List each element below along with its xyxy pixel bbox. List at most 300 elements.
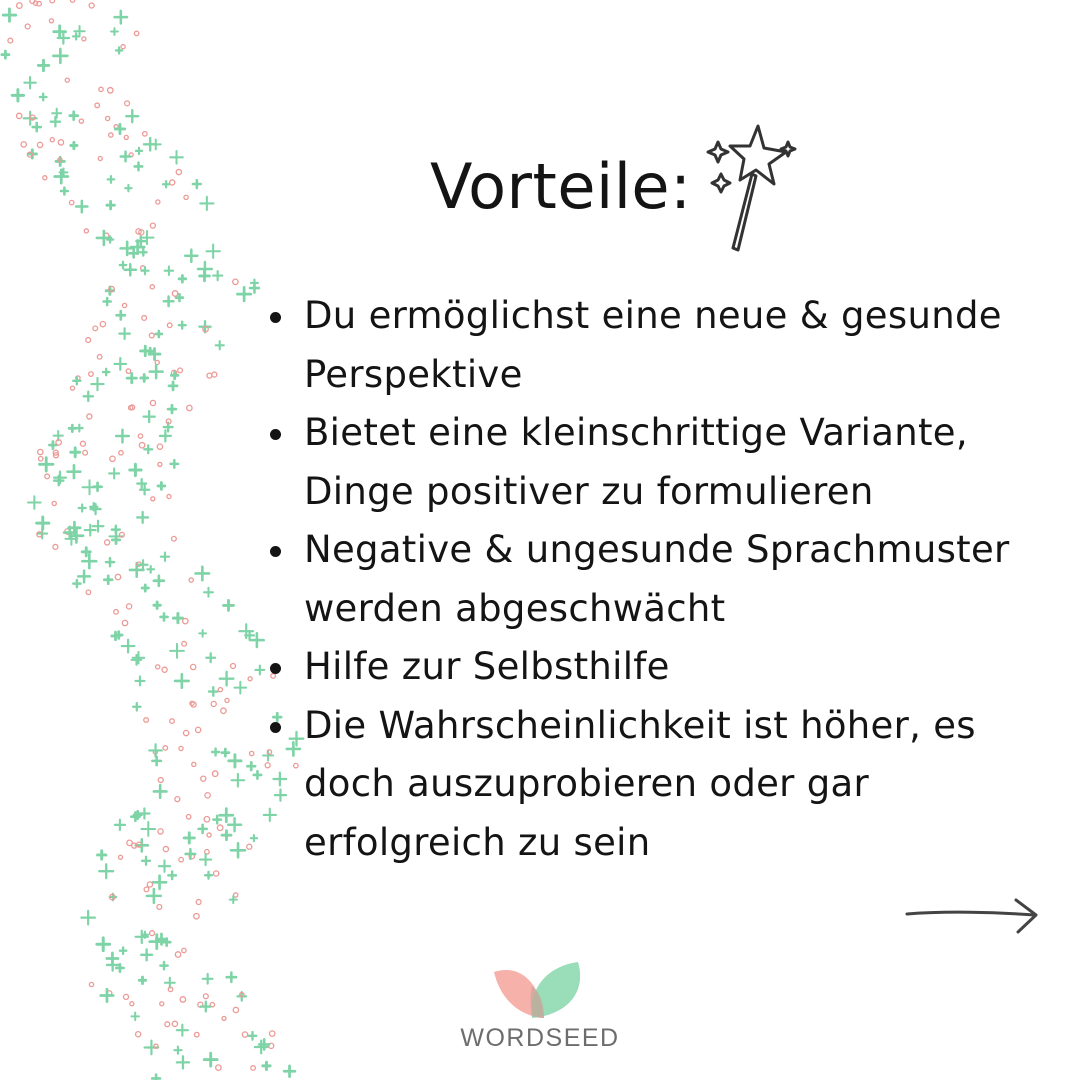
sparkle-plus [237,287,250,300]
sparkle-circle [65,78,69,82]
sparkle-plus [209,687,218,696]
sparkle-circle [233,279,238,284]
sparkle-circle [172,536,177,541]
sparkle-plus [69,425,76,432]
sparkle-circle [84,229,88,233]
sparkle-plus [170,151,183,164]
benefit-text: Negative & ungesunde Sprachmuster werden abgeschwächt [304,528,1010,630]
sparkle-plus [144,411,155,422]
sparkle-plus [149,744,162,757]
sparkle-circle [129,406,133,410]
sparkle-plus [120,262,126,268]
sparkle-plus [227,973,236,982]
arrow-right-icon[interactable] [904,894,1044,938]
sparkle-plus [107,201,114,208]
sparkle-plus [234,682,246,694]
sparkle-plus [204,588,213,597]
sparkle-plus [136,931,148,943]
sparkle-plus [78,571,90,583]
sparkle-circle [70,386,74,390]
sparkle-circle [176,169,181,174]
sparkle-circle [150,931,155,936]
sparkle-circle [167,494,171,498]
wordseed-leaf-logo [488,958,588,1022]
sparkle-circle [136,1032,141,1037]
sparkle-circle [233,1007,238,1012]
sparkle-circle [114,610,118,614]
sparkle-plus [97,231,111,245]
sparkle-circle [157,444,162,449]
sparkle-plus [206,245,219,258]
sparkle-plus [33,123,41,131]
sparkle-plus [142,857,150,865]
sparkle-plus [193,180,201,188]
sparkle-plus [165,978,175,988]
sparkle-plus [254,771,261,778]
sparkle-plus [76,425,83,432]
sparkle-plus [171,460,178,467]
sparkle-plus [160,962,167,969]
sparkle-plus [125,185,131,191]
sparkle-plus [205,872,212,879]
sparkle-circle [143,132,147,136]
sparkle-circle [179,857,184,862]
sparkle-circle [191,664,196,669]
sparkle-plus [126,110,138,122]
brand-logo [450,958,630,1058]
sparkle-circle [162,667,167,672]
sparkle-plus [130,464,141,475]
sparkle-plus [61,188,68,195]
sparkle-plus [173,614,182,623]
sparkle-circle [156,200,160,204]
sparkle-circle [87,414,92,419]
sparkle-circle [182,641,187,646]
sparkle-plus [133,652,145,664]
sparkle-plus [151,139,161,149]
sparkle-circle [212,771,218,777]
sparkle-plus [200,854,211,865]
sparkle-circle [172,291,178,297]
sparkle-plus [127,374,136,383]
sparkle-circle [50,0,55,3]
sparkle-plus [136,148,142,154]
sparkle-plus [175,674,189,688]
sparkle-circle [170,719,175,724]
sparkle-plus [135,676,144,685]
sparkle-circle [216,1065,221,1070]
sparkle-plus [174,1047,181,1054]
sparkle-circle [196,900,201,905]
sparkle-circle [207,373,212,378]
sparkle-circle [138,434,142,438]
sparkle-circle [122,303,126,307]
sparkle-circle [218,688,222,692]
sparkle-circle [167,323,172,328]
sparkle-plus [199,630,206,637]
sparkle-plus [103,369,109,375]
sparkle-circle [109,133,113,137]
sparkle-plus [141,949,152,960]
sparkle-circle [250,751,254,755]
sparkle-plus [104,298,111,305]
sparkle-circle [121,45,125,49]
sparkle-plus [28,496,41,509]
sparkle-circle [124,135,128,139]
sparkle-circle [58,140,63,145]
sparkle-plus [107,953,118,964]
sparkle-plus [168,405,176,413]
sparkle-circle [214,871,219,876]
page-title: Vorteile: [430,150,692,223]
sparkle-plus [163,181,169,187]
sparkle-plus [249,1032,257,1040]
sparkle-circle [222,1016,226,1020]
sparkle-plus [222,749,229,756]
sparkle-plus [232,774,245,787]
benefit-text: Bietet eine kleinschrittige Variante, Dinge positiver zu formulieren [304,411,968,513]
sparkle-plus [131,1013,139,1021]
sparkle-plus [152,1075,160,1080]
sparkle-circle [108,88,113,93]
sparkle-circle [69,200,73,204]
sparkle-plus [161,553,169,561]
sparkle-circle [89,982,93,986]
bullet-icon [270,546,281,557]
sparkle-circle [221,708,226,713]
sparkle-plus [152,757,161,766]
sparkle-plus [177,1025,188,1036]
sparkle-circle [147,882,152,887]
sparkle-circle [144,718,149,723]
sparkle-plus [132,655,142,665]
sparkle-plus [165,266,174,275]
sparkle-plus [76,201,87,212]
sparkle-circle [43,176,47,180]
sparkle-circle [126,369,131,374]
sparkle-circle [52,501,56,505]
sparkle-circle [45,474,50,479]
sparkle-circle [95,103,100,108]
sparkle-plus [120,947,126,953]
sparkle-circle [212,372,217,377]
sparkle-plus [169,382,177,390]
sparkle-circle [37,142,42,147]
sparkle-plus [84,392,93,401]
sparkle-circle [89,3,94,8]
sparkle-plus [212,749,219,756]
sparkle-plus [52,109,61,118]
sparkle-circle [201,776,206,781]
sparkle-circle [175,797,180,802]
sparkle-plus [147,889,161,903]
sparkle-circle [247,844,252,849]
sparkle-plus [222,831,231,840]
sparkle-circle [79,119,83,123]
benefit-text: Du ermöglichst eine neue & gesunde Perspektive [304,294,1002,396]
sparkle-plus [73,33,79,39]
sparkle-circle [127,840,133,846]
sparkle-circle [211,701,216,706]
sparkle-plus [251,280,258,287]
sparkle-plus [185,250,197,262]
sparkle-circle [105,540,110,545]
sparkle-circle [151,497,155,501]
sparkle-plus [247,762,255,770]
sparkle-circle [180,997,185,1002]
sparkle-plus [177,1056,189,1068]
list-item [266,287,1056,404]
sparkle-plus [54,431,63,440]
sparkle-circle [119,451,123,455]
sparkle-circle [16,113,21,118]
sparkle-plus [145,1041,159,1055]
benefit-text: Hilfe zur Selbsthilfe [304,645,670,688]
sparkle-circle [189,578,193,582]
sparkle-plus [168,871,176,879]
sparkle-plus [141,375,148,382]
sparkle-circle [172,1021,177,1026]
sparkle-circle [118,855,122,859]
sparkle-plus [179,322,186,329]
list-item [266,404,1056,521]
sparkle-plus [115,11,127,23]
sparkle-plus [204,1053,217,1066]
sparkle-plus [184,833,194,843]
sparkle-plus [141,822,155,836]
sparkle-circle [150,223,155,228]
sparkle-plus [24,77,35,88]
bullet-icon [270,722,281,733]
sparkle-plus [133,703,140,710]
sparkle-circle [165,1022,170,1027]
sparkle-plus [161,613,168,620]
sparkle-plus [147,566,154,573]
sparkle-circle [110,456,115,461]
sparkle-plus [220,672,234,686]
sparkle-plus [111,28,118,35]
sparkle-circle [158,829,163,834]
sparkle-plus [115,358,127,370]
sparkle-circle [156,665,160,669]
sparkle-plus [37,517,49,529]
sparkle-plus [213,816,221,824]
sparkle-plus [71,448,80,457]
sparkle-plus [142,585,148,591]
sparkle-plus [121,152,131,162]
sparkle-circle [182,948,186,952]
sparkle-circle [251,1066,256,1071]
sparkle-circle [106,116,110,120]
sparkle-circle [155,360,159,364]
sparkle-circle [160,1002,164,1006]
sparkle-circle [217,825,223,831]
sparkle-circle [144,887,149,892]
sparkle-circle [99,87,103,91]
sparkle-circle [98,156,102,160]
sparkle-circle [8,38,13,43]
sparkle-plus [73,580,80,587]
sparkle-plus [139,808,149,818]
sparkle-plus [73,377,80,384]
sparkle-plus [104,576,112,584]
sparkle-plus [53,49,67,63]
bullet-icon [270,663,281,674]
sparkle-circle [163,746,167,750]
sparkle-plus [144,445,152,453]
sparkle-plus [108,176,115,183]
sparkle-plus [117,311,125,319]
bullet-icon [270,312,281,323]
sparkle-plus [156,331,162,337]
sparkle-plus [150,365,163,378]
sparkle-plus [97,938,110,951]
sparkle-plus [170,644,184,658]
sparkle-plus [284,1066,295,1077]
sparkle-circle [178,368,183,373]
sparkle-circle [195,727,200,732]
sparkle-plus [216,341,224,349]
sparkle-plus [164,296,173,305]
sparkle-plus [91,504,101,514]
sparkle-plus [137,512,148,523]
sparkle-plus [139,977,145,983]
sparkle-circle [150,400,155,405]
sparkle-circle [179,746,183,750]
sparkle-circle [149,333,154,338]
sparkle-plus [106,558,114,566]
sparkle-circle [122,620,127,625]
sparkle-plus [179,276,186,283]
sparkle-plus [200,197,213,210]
list-item [266,521,1056,638]
benefits-list [266,287,1056,872]
sparkle-circle [97,355,102,360]
sparkle-circle [130,1002,134,1006]
sparkle-circle [100,321,105,326]
sparkle-circle [163,846,168,851]
magic-wand-icon [700,112,800,257]
sparkle-plus [115,820,125,830]
sparkle-circle [70,0,75,2]
sparkle-plus [115,124,124,133]
bullet-icon [270,429,281,440]
sparkle-plus [51,117,60,126]
sparkle-plus [224,600,234,610]
sparkle-circle [270,1031,275,1036]
sparkle-circle [158,462,162,466]
list-item [266,697,1056,873]
sparkle-circle [248,677,252,681]
sparkle-plus [70,112,78,120]
sparkle-plus [141,267,148,274]
sparkle-plus [199,825,207,833]
sparkle-circle [30,0,35,3]
sparkle-circle [127,604,132,609]
sparkle-plus [3,9,15,21]
sparkle-circle [142,316,147,321]
sparkle-circle [154,1044,158,1048]
sparkle-circle [158,778,163,783]
sparkle-plus [231,843,245,857]
sparkle-plus [229,755,241,767]
sparkle-circle [192,762,196,766]
sparkle-plus [159,860,170,871]
sparkle-plus [255,666,264,675]
sparkle-circle [25,24,30,29]
sparkle-plus [154,602,160,608]
sparkle-circle [184,730,189,735]
sparkle-plus [206,653,215,662]
sparkle-circle [83,450,88,455]
benefit-text: Die Wahrscheinlichkeit ist höher, es doch auszuprobieren oder gar erfolgreich zu sein [304,703,976,864]
sparkle-circle [80,441,85,446]
sparkle-plus [116,430,129,443]
sparkle-plus [203,974,213,984]
sparkle-circle [184,195,188,199]
sparkle-plus [40,94,47,101]
sparkle-circle [242,1032,247,1037]
sparkle-circle [21,142,26,147]
sparkle-plus [119,328,130,339]
sparkle-circle [207,833,211,837]
sparkle-circle [134,31,138,35]
sparkle-plus [40,458,53,471]
sparkle-plus [98,851,106,859]
sparkle-plus [251,835,257,841]
sparkle-circle [53,544,58,549]
sparkle-circle [170,180,175,185]
sparkle-plus [79,505,86,512]
sparkle-circle [157,904,162,909]
sparkle-plus [196,567,209,580]
sparkle-plus [12,90,23,101]
sparkle-plus [160,430,171,441]
sparkle-plus [154,576,164,586]
sparkle-plus [82,554,96,568]
sparkle-circle [203,994,208,999]
sparkle-circle [125,101,130,106]
sparkle-circle [86,590,91,595]
sparkle-circle [190,701,194,705]
sparkle-circle [139,442,145,448]
sparkle-circle [194,913,199,918]
sparkle-circle [50,138,54,142]
sparkle-plus [81,911,94,924]
sparkle-plus [198,262,212,276]
sparkle-plus [99,864,113,878]
sparkle-circle [86,338,91,343]
sparkle-circle [82,37,86,41]
sparkle-circle [194,1032,199,1037]
sparkle-circle [150,285,154,289]
sparkle-plus [255,1041,268,1054]
sparkle-plus [140,249,146,255]
sparkle-circle [186,815,191,820]
sparkle-plus [91,378,103,390]
sparkle-circle [187,405,192,410]
sparkle-circle [17,3,23,9]
sparkle-plus [109,468,119,478]
sparkle-plus [263,1062,270,1069]
sparkle-circle [175,952,180,957]
sparkle-plus [83,480,97,494]
sparkle-plus [122,640,135,653]
sparkle-plus [71,142,77,148]
sparkle-circle [49,19,53,23]
sparkle-circle [123,994,128,999]
sparkle-plus [228,818,241,831]
